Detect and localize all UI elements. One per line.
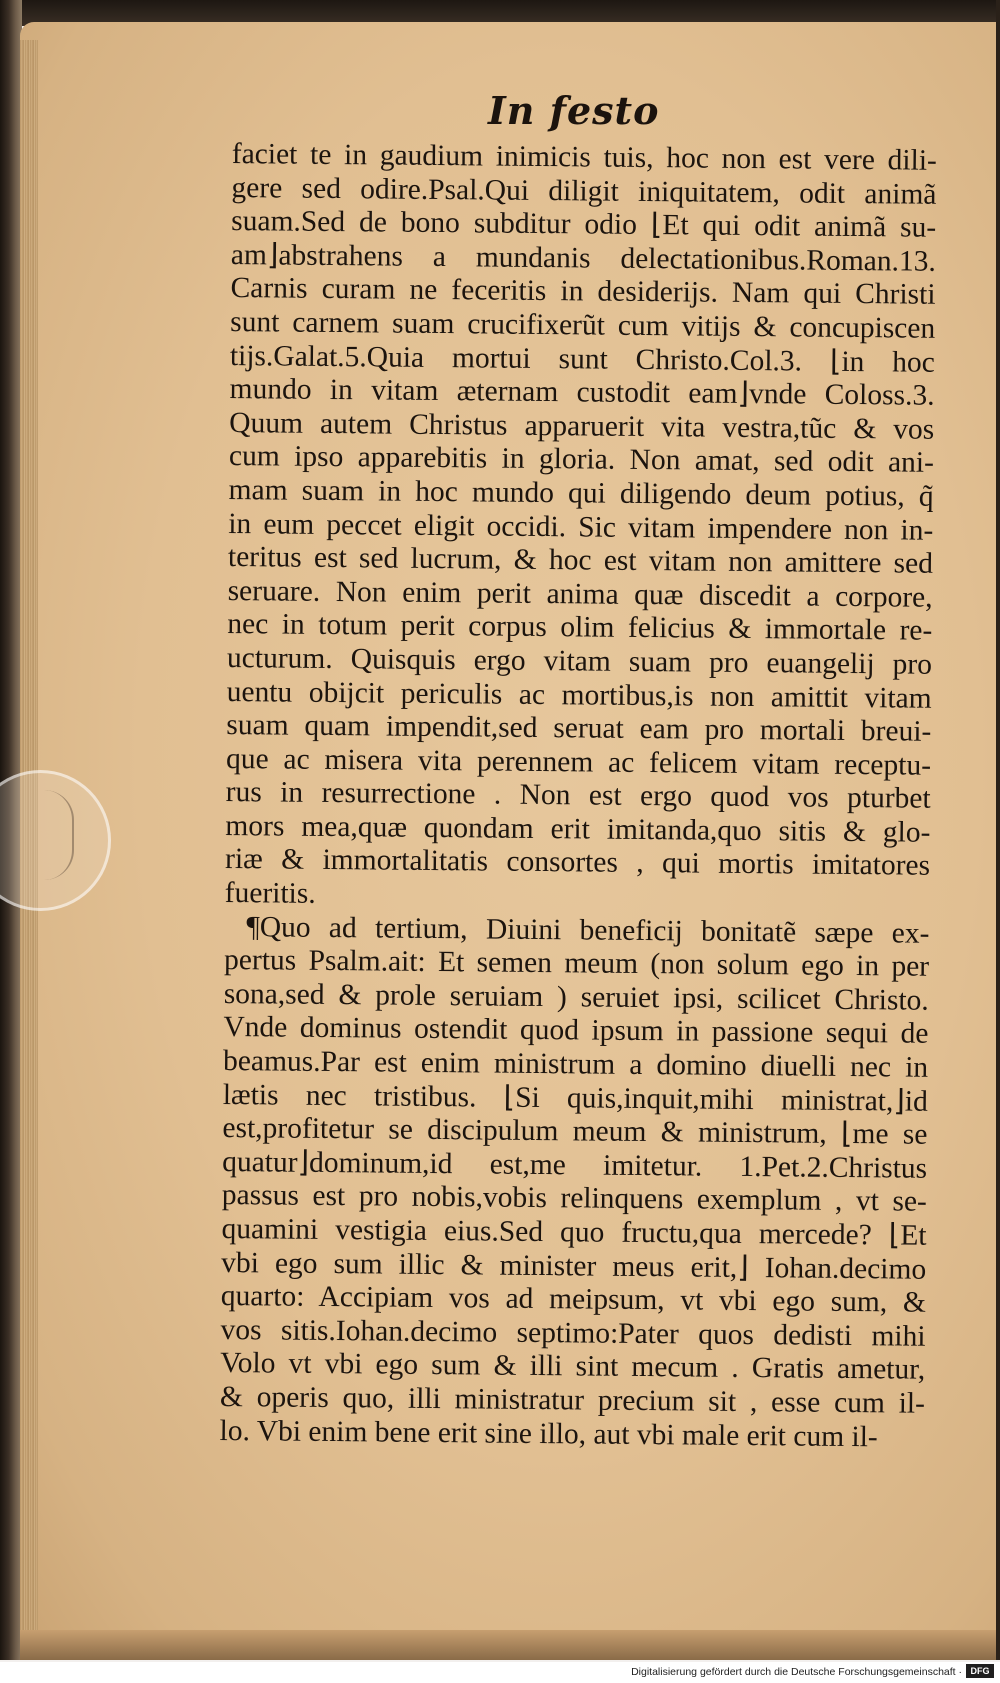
- text-line: fueritis.: [224, 877, 316, 910]
- text-line: nec in totum perit corpus olim felicius & immortale re-: [227, 608, 933, 648]
- text-line: Volo vt vbi ego sum & illi sint mecum . Gratis ametur,: [220, 1347, 926, 1387]
- text-line: lo. Vbi enim bene erit sine illo, aut vbi male erit cum il-: [219, 1414, 878, 1453]
- text-line: mors mea,quæ quondam erit imitanda,quo sitis & glo-: [225, 809, 931, 849]
- dfg-logo: DFG: [966, 1664, 994, 1678]
- text-line: vbi ego sum illic & minister meus erit,⌋ Iohan.decimo: [221, 1246, 927, 1286]
- page-bottom-edge: [20, 1630, 1000, 1660]
- text-line: lætis nec tristibus. ⌊Si quis,inquit,mihi ministrat,⌋id: [222, 1078, 928, 1118]
- text-line: vos sitis.Iohan.decimo septimo:Pater quos dedisti mihi: [220, 1313, 926, 1353]
- text-line: quarto: Accipiam vos ad meipsum, vt vbi ego sum, &: [220, 1280, 927, 1319]
- text-line: suam.Sed de bono subditur odio ⌊Et qui odit animã su-: [231, 205, 937, 244]
- text-line: uentu obijcit periculis ac mortibus,is non amittit vitam: [226, 675, 932, 715]
- text-line: quatur⌋dominum,id est,me imitetur. 1.Pet.2.Christus: [222, 1145, 928, 1185]
- text-line: tijs.Galat.5.Quia mortui sunt Christo.Col.3. ⌊in hoc: [229, 339, 936, 379]
- running-head: In festo: [488, 88, 660, 133]
- scan-border-right: [996, 0, 1000, 1660]
- text-line: sona,sed & prole seruiam ) seruiet ipsi, scilicet Christo.: [223, 977, 929, 1017]
- text-line: teritus est sed lucrum, & hoc est vitam non amittere sed: [227, 541, 934, 580]
- text-line: suam quam impendit,sed seruat eam pro mortali breui-: [226, 709, 932, 748]
- text-line: que ac misera vita perennem ac felicem vitam receptu-: [225, 742, 932, 782]
- text-line: gere sed odire.Psal.Qui diligit iniquitatem, odit animã: [231, 171, 937, 211]
- text-line: in eum peccet eligit occidi. Sic vitam impendere non in-: [228, 507, 934, 547]
- text-line: am⌋abstrahens a mundanis delectationibus.Roman.13.: [230, 238, 937, 278]
- text-line: Quum autem Christus apparuerit vita vestra,tũc & vos: [229, 406, 935, 446]
- text-line: quamini vestigia eius.Sed quo fructu,qua mercede? ⌊Et: [221, 1212, 927, 1252]
- text-line: rus in resurrectione . Non est ergo quod vos pturbet: [225, 776, 931, 816]
- text-line: riæ & immortalitatis consortes , qui mortis imitatores: [224, 843, 931, 883]
- text-line: faciet te in gaudium inimicis tuis, hoc non est vere dili-: [231, 138, 937, 177]
- text-line: & operis quo, illi ministratur precium sit , esse cum il-: [219, 1380, 926, 1420]
- bookmark-clip-inner: [22, 790, 74, 880]
- text-line: mam suam in hoc mundo qui diligendo deum potius, q̃: [228, 473, 934, 513]
- text-line: sunt carnem suam crucifixerũt cum vitijs & concupiscen: [230, 305, 936, 345]
- text-line: cum ipso apparebitis in gloria. Non amat, sed odit ani-: [228, 440, 935, 480]
- text-line: ucturum. Quisquis ergo vitam suam pro euangelij pro: [226, 641, 933, 681]
- text-line: est,profitetur se discipulum meum & ministrum, ⌊me se: [222, 1112, 928, 1151]
- body-text: [219, 138, 937, 1455]
- text-line: seruare. Non enim perit anima quæ discedit a corpore,: [227, 574, 933, 614]
- text-line: Carnis curam ne feceritis in desiderijs. Nam qui Christi: [230, 272, 936, 312]
- text-line: mundo in vitam æternam custodit eam⌋vnde Coloss.3.: [229, 373, 935, 412]
- text-line: Vnde dominus ostendit quod ipsum in passione sequi de: [223, 1011, 929, 1051]
- text-line: passus est pro nobis,vobis relinquens exemplum , vt se-: [221, 1179, 927, 1219]
- text-line: ¶Quo ad tertium, Diuini beneficij bonitatẽ sæpe ex-: [246, 910, 930, 950]
- text-line: beamus.Par est enim ministrum a domino diuelli nec in: [222, 1044, 929, 1084]
- footer-credit: Digitalisierung gefördert durch die Deutsche Forschungsgemeinschaft ·: [631, 1666, 962, 1678]
- text-line: pertus Psalm.ait: Et semen meum (non solum ego in per: [223, 944, 930, 983]
